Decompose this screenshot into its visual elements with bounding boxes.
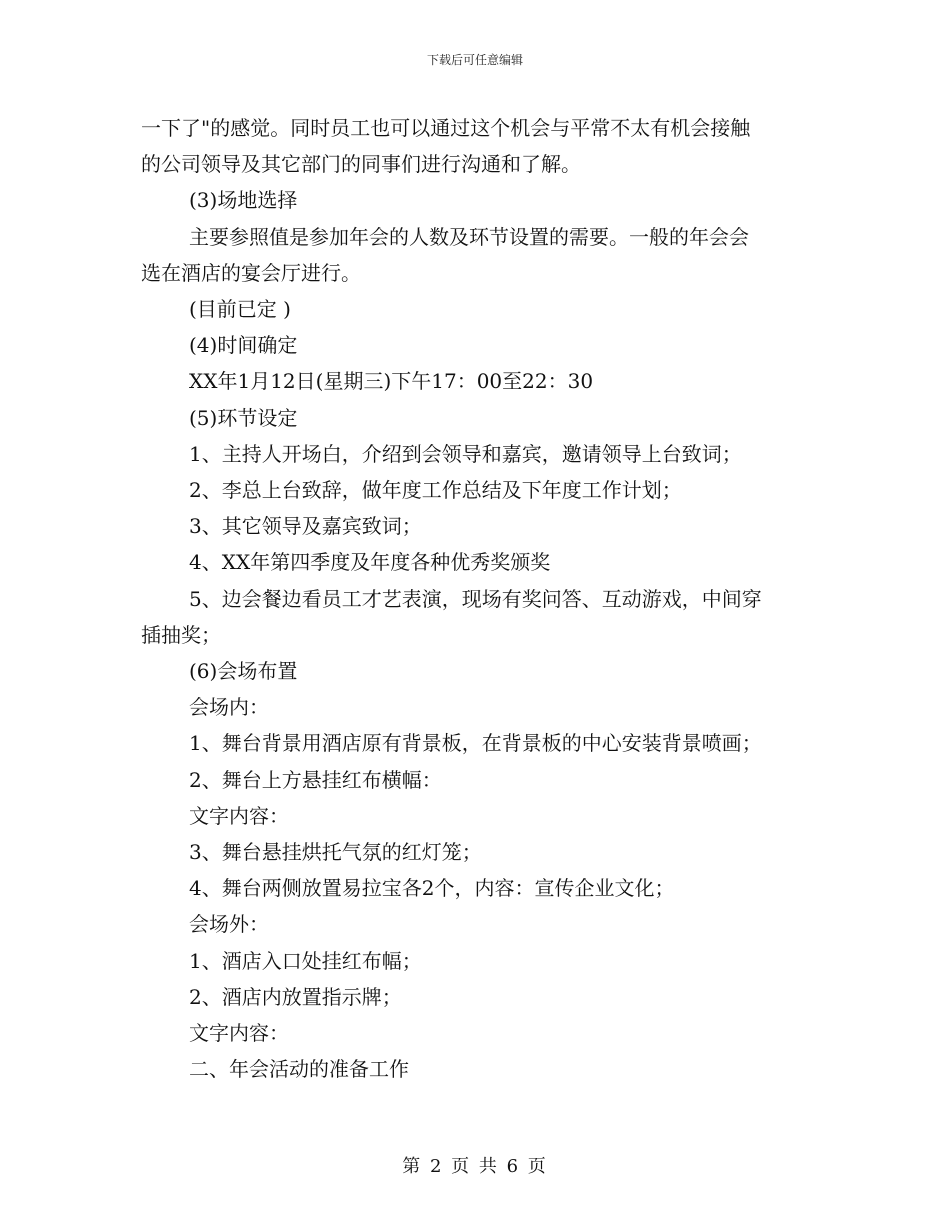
list-item: 2、李总上台致辞，做年度工作总结及下年度工作计划； [189,478,682,503]
text-line: 选在酒店的宴会厅进行。 [141,260,361,285]
text-line: 一下了"的感觉。同时员工也可以通过这个机会与平常不太有机会接触 [141,116,751,140]
list-item: 4、XX年第四季度及年度各种优秀奖颁奖 [189,550,551,575]
list-item: 2、舞台上方悬挂红布横幅： [189,767,442,792]
list-item: 1、舞台背景用酒店原有背景板，在背景板的中心安装背景喷画； [189,731,762,756]
text-line: 主要参照值是参加年会的人数及环节设置的需要。一般的年会会 [189,224,749,249]
text-line: (目前已定 ) [189,297,291,322]
text-line: 的公司领导及其它部门的同事们进行沟通和了解。 [141,152,581,177]
text-line: 会场内： [189,695,269,720]
text-line: 插抽奖； [141,622,221,647]
list-item: 5、边会餐边看员工才艺表演，现场有奖问答、互动游戏，中间穿 [189,586,762,611]
list-item: 2、酒店内放置指示牌； [189,984,402,1009]
text-line: 会场外： [189,912,269,937]
section-heading: (6)会场布置 [189,659,298,684]
page-number: 第 2 页 共 6 页 [402,1156,548,1177]
text-line: 文字内容： [189,1021,289,1046]
list-item: 1、酒店入口处挂红布幅； [189,948,422,973]
page-header: 下载后可任意编辑 [426,53,523,67]
text-line: XX年1月12日(星期三)下午17：00至22：30 [189,369,594,394]
section-heading: (5)环节设定 [189,405,298,430]
list-item: 3、舞台悬挂烘托气氛的红灯笼； [189,840,482,865]
list-item: 3、其它领导及嘉宾致词； [189,514,422,539]
text-line: 文字内容： [189,803,289,828]
list-item: 4、舞台两侧放置易拉宝各2个，内容：宣传企业文化； [189,876,675,901]
section-heading: (3)场地选择 [189,188,298,213]
section-heading: 二、年会活动的准备工作 [189,1057,409,1082]
list-item: 1、主持人开场白，介绍到会领导和嘉宾，邀请领导上台致词； [189,441,742,466]
section-heading: (4)时间确定 [189,333,298,358]
document-body [141,110,821,1087]
